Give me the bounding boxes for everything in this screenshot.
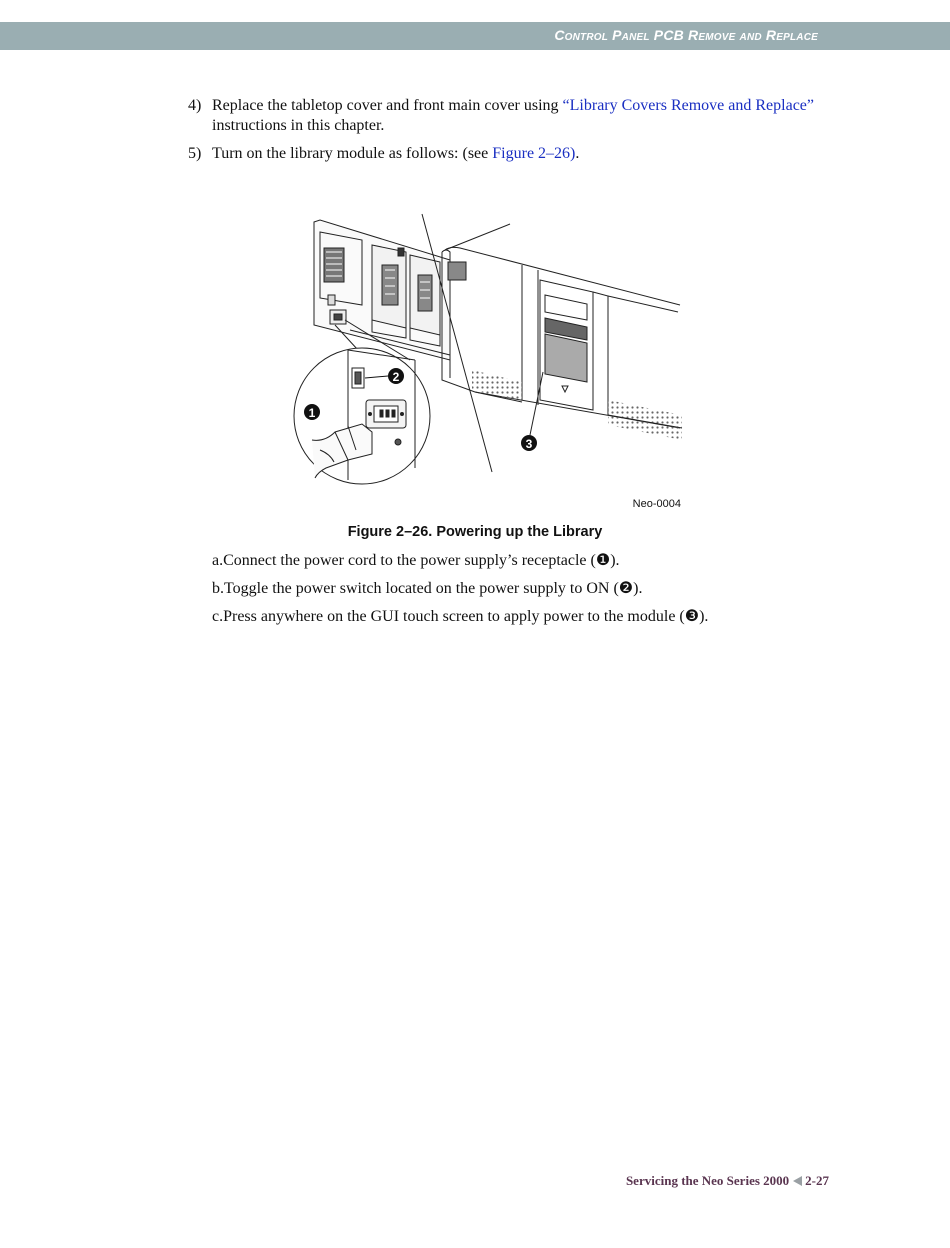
svg-text:1: 1: [308, 406, 316, 420]
substep-press-touch-screen: c.Press anywhere on the GUI touch screen to apply power to the module (❸).: [212, 608, 709, 625]
substep-toggle-power-switch: b.Toggle the power switch located on the power supply to ON (❷).: [212, 580, 643, 597]
figure-caption: Figure 2–26. Powering up the Library: [347, 524, 603, 540]
step-text: Replace the tabletop cover and front main cover using: [212, 97, 563, 114]
page-footer: [626, 1173, 829, 1189]
step-list: [188, 96, 838, 172]
svg-text:2: 2: [392, 370, 400, 384]
library-covers-link[interactable]: “Library Covers Remove and Replace”: [562, 97, 814, 114]
step-number: 5): [188, 145, 202, 162]
header-bar: [0, 22, 950, 50]
substep-connect-power-cord: a.Connect the power cord to the power supply’s receptacle (❶).: [212, 552, 620, 569]
step-item: [188, 144, 838, 164]
step-item: [188, 96, 838, 136]
library-front: [442, 224, 682, 440]
step-text: Turn on the library module as follows: (see: [212, 145, 493, 162]
triangle-left-icon: [793, 1176, 802, 1186]
page-number: 2-27: [805, 1173, 829, 1188]
figure-id-label: Neo-0004: [632, 498, 681, 510]
step-text: .: [575, 145, 580, 162]
library-illustration: [290, 210, 685, 515]
footer-title: Servicing the Neo Series 2000: [625, 1173, 790, 1188]
figure-powering-up: [290, 210, 685, 515]
step-text: instructions in this chapter.: [212, 117, 385, 134]
substep-list: [212, 551, 852, 635]
section-title: Control Panel PCB Remove and Replace: [554, 27, 818, 43]
figure-link[interactable]: Figure 2–26): [492, 145, 576, 162]
svg-text:3: 3: [525, 437, 533, 451]
step-number: 4): [188, 97, 202, 114]
